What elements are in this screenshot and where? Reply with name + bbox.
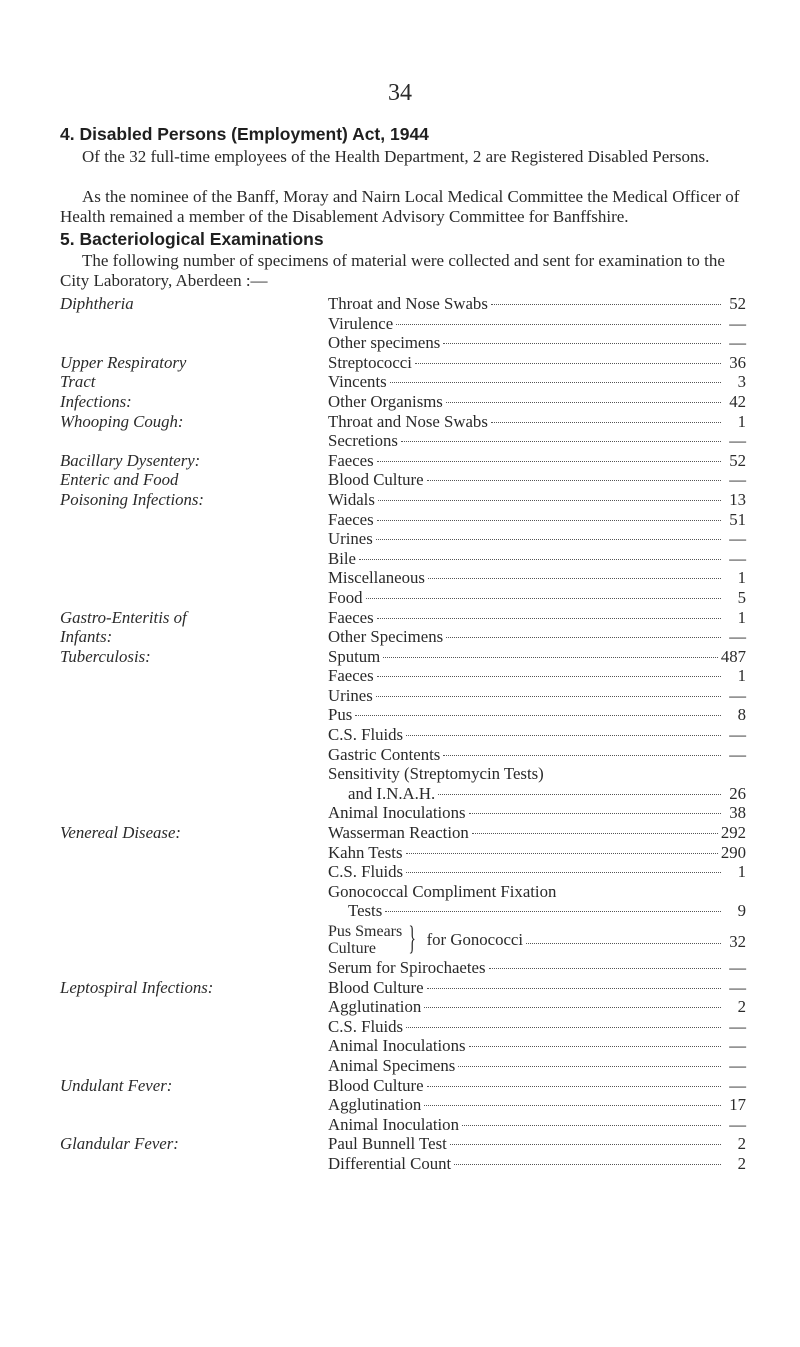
specimen-label: Sensitivity (Streptomycin Tests) [328,764,544,784]
specimen-count: 2 [737,1134,746,1154]
specimen-entry [328,529,746,549]
specimen-entry [328,725,746,745]
table-row [60,1017,760,1037]
dot-leader [377,676,721,677]
specimen-entry [328,490,746,510]
section-4-paragraph-2: As the nominee of the Banff, Moray and Nairn Local Medical Committee the Medical Officer of Health remained a member of the Disablement Advisory Committee for Banffshire. [60,187,740,226]
table-row [60,764,760,784]
specimen-label: Faeces [328,509,374,529]
specimen-entry [328,764,746,784]
specimen-label: Tests [348,901,383,921]
table-row [60,666,760,686]
specimen-entry [328,627,746,647]
table-row [60,392,760,412]
dot-leader [469,813,722,814]
specimen-label: Urines [328,529,373,549]
specimen-label: Animal Inoculations [328,803,466,823]
specimen-count: — [729,627,746,647]
specimen-label: Blood Culture [328,1075,424,1095]
specimen-entry [328,1036,746,1056]
specimen-count: — [729,431,746,451]
category-label: Tuberculosis: [60,646,151,666]
specimen-entry [328,978,746,998]
specimen-entry [328,549,746,569]
dot-leader [355,715,721,716]
table-row [60,627,760,647]
specimen-label: C.S. Fluids [328,862,404,882]
dot-leader [446,402,721,403]
dot-leader [359,559,721,560]
specimen-label: Vincents [328,372,387,392]
dot-leader [366,598,721,599]
section-5-intro: The following number of specimens of material were collected and sent for examination to the City Laboratory, Aberdeen :— [60,251,725,290]
category-label: Leptospiral Infections: [60,977,214,997]
specimen-count: 26 [729,783,746,803]
specimen-count: 8 [737,705,746,725]
specimen-entry [328,431,746,451]
table-row [60,372,760,392]
specimen-count: 17 [729,1095,746,1115]
specimen-entry [328,372,746,392]
table-row [60,882,760,902]
page-number: 34 [388,80,412,106]
specimen-entry [328,568,746,588]
table-row [60,412,760,432]
category-label: Gastro-Enteritis of [60,607,187,627]
specimen-label: Animal Inoculation [328,1114,459,1134]
table-row [60,647,760,667]
dot-leader [377,618,721,619]
section-5-heading: 5. Bacteriological Examinations [60,229,324,249]
specimen-label: Other specimens [328,333,441,353]
specimen-entry [328,1115,746,1135]
table-row [60,510,760,530]
specimen-entry [328,997,746,1017]
specimen-entry [328,1095,746,1115]
specimen-count: — [729,1016,746,1036]
dot-leader [427,480,721,481]
dot-leader [390,382,721,383]
table-row [60,784,760,804]
specimen-label: Virulence [328,313,394,333]
table-row [60,1154,760,1174]
specimen-label: Gonococcal Compliment Fixation [328,881,557,901]
dot-leader [415,363,721,364]
specimen-entry [328,510,746,530]
specimen-label: Serum for Spirochaetes [328,958,486,977]
specimen-count: — [729,333,746,353]
table-row [60,1036,760,1056]
table-row [60,843,760,863]
specimen-label: Differential Count [328,1153,452,1173]
specimen-entry [328,1154,746,1174]
specimen-label: Bile [328,548,356,568]
specimen-count: 5 [737,587,746,607]
specimen-label: Wasserman Reaction [328,823,469,843]
specimen-label: Pus [328,705,353,725]
table-row [60,1115,760,1135]
specimen-entry [328,314,746,334]
specimen-count: 3 [737,372,746,392]
category-label: Infections: [60,391,132,411]
dot-leader [454,1164,721,1165]
specimen-count: 51 [729,509,746,529]
specimen-count: 38 [729,803,746,823]
specimen-label: Sputum [328,646,381,666]
specimen-count: — [729,685,746,705]
specimen-count: 2 [737,1153,746,1173]
specimen-label: Secretions [328,431,398,451]
dot-leader [428,578,721,579]
specimen-count: — [729,977,746,997]
dot-leader [376,696,721,697]
dot-leader [377,520,721,521]
specimen-count: 1 [737,411,746,431]
specimen-label: Animal Specimens [328,1055,456,1075]
specimen-label: and I.N.A.H. [348,783,436,803]
specimen-label: Miscellaneous [328,568,425,588]
dot-leader [406,872,721,873]
table-row [60,608,760,628]
dot-leader [406,1027,721,1028]
dot-leader [424,1105,721,1106]
dot-leader [526,943,721,944]
specimen-count: 1 [737,568,746,588]
category-label: Diphtheria [60,294,134,313]
dot-leader [406,735,721,736]
category-label: Infants: [60,627,113,647]
table-row [60,1095,760,1115]
table-row [60,705,760,725]
dot-leader [396,324,721,325]
specimen-count: 36 [729,352,746,372]
specimen-count: 487 [720,646,746,666]
table-row [60,529,760,549]
table-row [60,451,760,471]
specimen-entry [328,470,746,490]
section-4-heading: 4. Disabled Persons (Employment) Act, 1944 [60,124,429,144]
specimen-label: Food [328,587,363,607]
table-row [60,568,760,588]
specimen-entry [328,803,746,823]
specimen-entry [328,666,746,686]
specimen-label: Other Specimens [328,627,444,647]
dot-leader [462,1125,721,1126]
specimen-entry [328,1076,746,1096]
specimen-count: 13 [729,489,746,509]
specimen-label: C.S. Fluids [328,1016,404,1036]
specimen-label: Blood Culture [328,470,424,490]
specimen-entry [328,862,746,882]
specimen-count: — [729,958,746,977]
specimen-label: Throat and Nose Swabs [328,411,488,431]
specimen-count: — [729,1114,746,1134]
category-label: Tract [60,372,96,392]
dot-leader [401,441,721,442]
table-row [60,431,760,451]
specimen-label: Other Organisms [328,391,443,411]
specimen-count: — [729,313,746,333]
category-label: Enteric and Food [60,470,179,490]
specimen-count: — [729,470,746,490]
specimen-entry [328,353,746,373]
dot-leader [378,500,721,501]
specimen-entry [328,823,746,843]
specimen-count: — [729,529,746,549]
table-row [60,803,760,823]
table-row [60,921,760,958]
specimen-label: Streptococci [328,352,412,372]
specimen-label: Faeces [328,666,374,686]
table-row [60,294,760,314]
specimen-label: Gastric Contents [328,744,441,764]
table-row [60,333,760,353]
specimen-entry [348,901,746,921]
dot-leader [443,755,721,756]
category-label: Upper Respiratory [60,352,187,372]
specimen-label: Kahn Tests [328,842,403,862]
table-row [60,1076,760,1096]
specimen-count: — [729,1036,746,1056]
dot-leader [438,794,721,795]
table-row [60,901,760,921]
specimen-label: Paul Bunnell Test [328,1134,447,1154]
table-row [60,978,760,998]
specimen-count: 290 [720,842,746,862]
specimen-entry [328,608,746,628]
table-row [60,588,760,608]
dot-leader [491,422,721,423]
category-label: Venereal Disease: [60,823,181,843]
specimen-label: for Gonococci [426,929,524,949]
table-row [60,745,760,765]
specimen-entry [328,843,746,863]
specimen-table [60,294,760,1174]
pus-culture-labels [328,923,402,957]
specimen-count: — [729,744,746,764]
brace-glyph: } [408,919,417,957]
dot-leader [491,304,721,305]
specimen-count: 32 [729,931,746,951]
category-label: Undulant Fever: [60,1075,173,1095]
dot-leader [383,657,718,658]
specimen-entry [328,958,746,978]
dot-leader [376,539,721,540]
specimen-count: — [729,725,746,745]
dot-leader [458,1066,721,1067]
specimen-count: 1 [737,607,746,627]
specimen-entry [328,882,746,902]
specimen-entry [328,1017,746,1037]
specimen-entry [328,392,746,412]
dot-leader [377,461,721,462]
specimen-entry [328,333,746,353]
specimen-count: — [729,1055,746,1075]
table-row [60,862,760,882]
specimen-count: 2 [737,997,746,1017]
specimen-entry [348,784,746,804]
category-label: Glandular Fever: [60,1134,179,1154]
dot-leader [406,853,718,854]
dot-leader [472,833,718,834]
dot-leader [446,637,721,638]
specimen-entry [328,686,746,706]
specimen-label: Animal Inoculations [328,1036,466,1056]
table-row [60,470,760,490]
table-row [60,958,760,978]
pus-culture-entry [328,921,746,958]
dot-leader [385,911,721,912]
specimen-label: Agglutination [328,1095,422,1115]
specimen-entry [328,1134,746,1154]
table-row [60,1134,760,1154]
dot-leader [450,1144,721,1145]
section-4-paragraph-1: Of the 32 full-time employees of the Health Department, 2 are Registered Disabled Persons. [82,147,710,166]
specimen-entry [328,451,746,471]
specimen-count: 292 [720,823,746,843]
table-row [60,490,760,510]
specimen-entry [328,294,746,314]
table-row [60,823,760,843]
specimen-label: C.S. Fluids [328,725,404,745]
table-row [60,353,760,373]
specimen-label: Agglutination [328,997,422,1017]
specimen-label: Urines [328,685,373,705]
table-row [60,725,760,745]
dot-leader [469,1046,722,1047]
specimen-count: 42 [729,391,746,411]
specimen-count: 52 [729,450,746,470]
specimen-entry [328,1056,746,1076]
specimen-label: Culture [328,939,376,957]
category-label: Bacillary Dysentery: [60,450,201,470]
specimen-entry [328,647,746,667]
specimen-count: 1 [737,666,746,686]
category-label: Poisoning Infections: [60,489,205,509]
dot-leader [443,343,721,344]
dot-leader [424,1007,721,1008]
table-row [60,1056,760,1076]
specimen-entry [328,412,746,432]
table-row [60,686,760,706]
specimen-label: Blood Culture [328,977,424,997]
table-row [60,997,760,1017]
specimen-entry [328,745,746,765]
specimen-entry [328,588,746,608]
specimen-label: Widals [328,489,375,509]
specimen-label: Faeces [328,450,374,470]
specimen-entry [328,705,746,725]
specimen-count: 52 [729,294,746,313]
specimen-count: — [729,548,746,568]
specimen-label: Throat and Nose Swabs [328,294,488,313]
dot-leader [427,1086,721,1087]
specimen-count: 9 [737,901,746,921]
category-label: Whooping Cough: [60,411,184,431]
specimen-label: Faeces [328,607,374,627]
specimen-count: 1 [737,862,746,882]
dot-leader [427,988,721,989]
specimen-label: Pus Smears [328,922,403,940]
table-row [60,549,760,569]
table-row [60,314,760,334]
specimen-count: — [729,1075,746,1095]
dot-leader [489,968,721,969]
